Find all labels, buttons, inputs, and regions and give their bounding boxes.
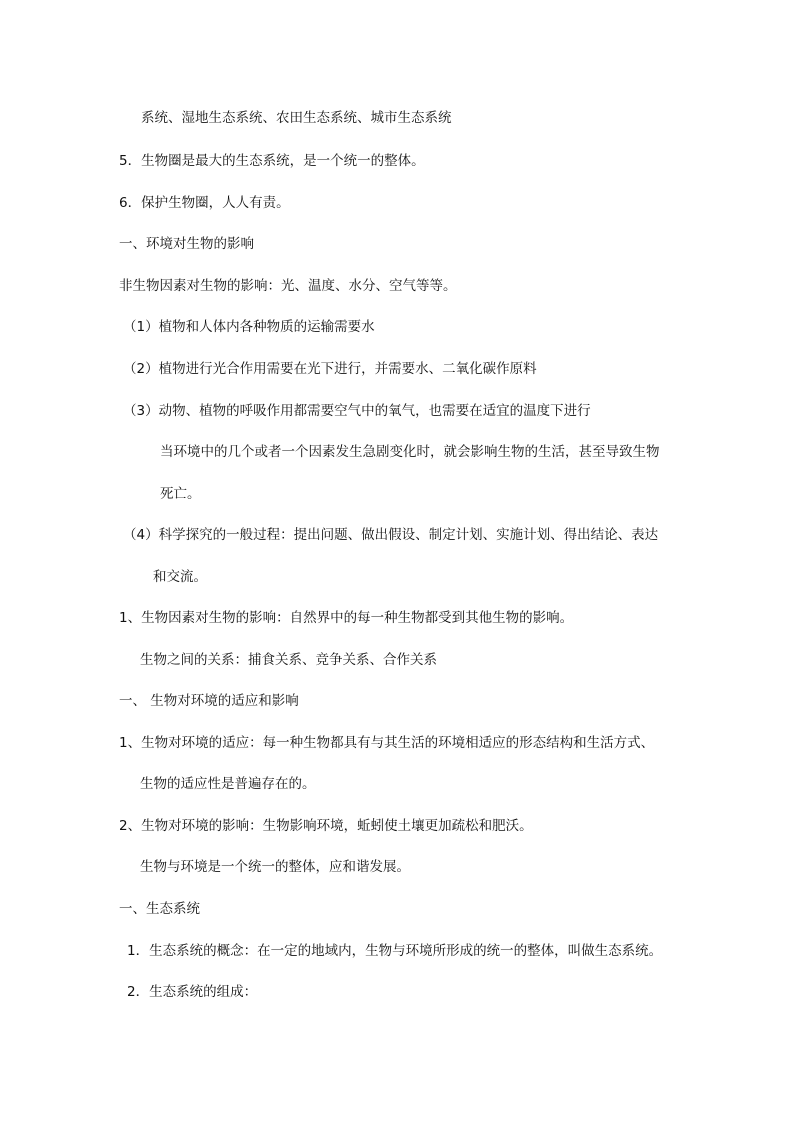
text-line: 2．生态系统的组成： bbox=[127, 984, 258, 1000]
text-line: 和交流。 bbox=[153, 569, 207, 585]
text-line: 5．生物圈是最大的生态系统，是一个统一的整体。 bbox=[119, 153, 425, 169]
text-line: （3）动物、植物的呼吸作用都需要空气中的氧气，也需要在适宜的温度下进行 bbox=[123, 403, 591, 419]
text-line: 非生物因素对生物的影响：光、温度、水分、空气等等。 bbox=[119, 278, 457, 294]
text-line: （2）植物进行光合作用需要在光下进行，并需要水、二氧化碳作原料 bbox=[123, 361, 537, 377]
text-line: 死亡。 bbox=[160, 486, 201, 502]
section-heading: 一、 生物对环境的适应和影响 bbox=[119, 693, 299, 709]
text-line: 1、生物因素对生物的影响：自然界中的每一种生物都受到其他生物的影响。 bbox=[119, 610, 574, 626]
text-line: 6．保护生物圈，人人有责。 bbox=[119, 195, 290, 211]
text-line: 当环境中的几个或者一个因素发生急剧变化时，就会影响生物的生活，甚至导致生物 bbox=[160, 444, 660, 460]
text-line: 1．生态系统的概念：在一定的地域内，生物与环境所形成的统一的整体，叫做生态系统。 bbox=[127, 943, 663, 959]
section-heading: 一、环境对生物的影响 bbox=[119, 236, 254, 252]
section-heading: 一、生态系统 bbox=[119, 901, 200, 917]
text-line: 2、生物对环境的影响：生物影响环境，蚯蚓使土壤更加疏松和肥沃。 bbox=[119, 818, 533, 834]
text-line: 生物的适应性是普遍存在的。 bbox=[140, 776, 316, 792]
text-line: 生物之间的关系：捕食关系、竞争关系、合作关系 bbox=[140, 652, 437, 668]
text-line: 1、生物对环境的适应：每一种生物都具有与其生活的环境相适应的形态结构和生活方式、 bbox=[119, 735, 655, 751]
text-line: （1）植物和人体内各种物质的运输需要水 bbox=[123, 319, 375, 335]
text-line: 系统、湿地生态系统、农田生态系统、城市生态系统 bbox=[141, 110, 452, 126]
text-line: （4）科学探究的一般过程：提出问题、做出假设、制定计划、实施计划、得出结论、表达 bbox=[123, 527, 659, 543]
text-line: 生物与环境是一个统一的整体，应和谐发展。 bbox=[140, 859, 410, 875]
